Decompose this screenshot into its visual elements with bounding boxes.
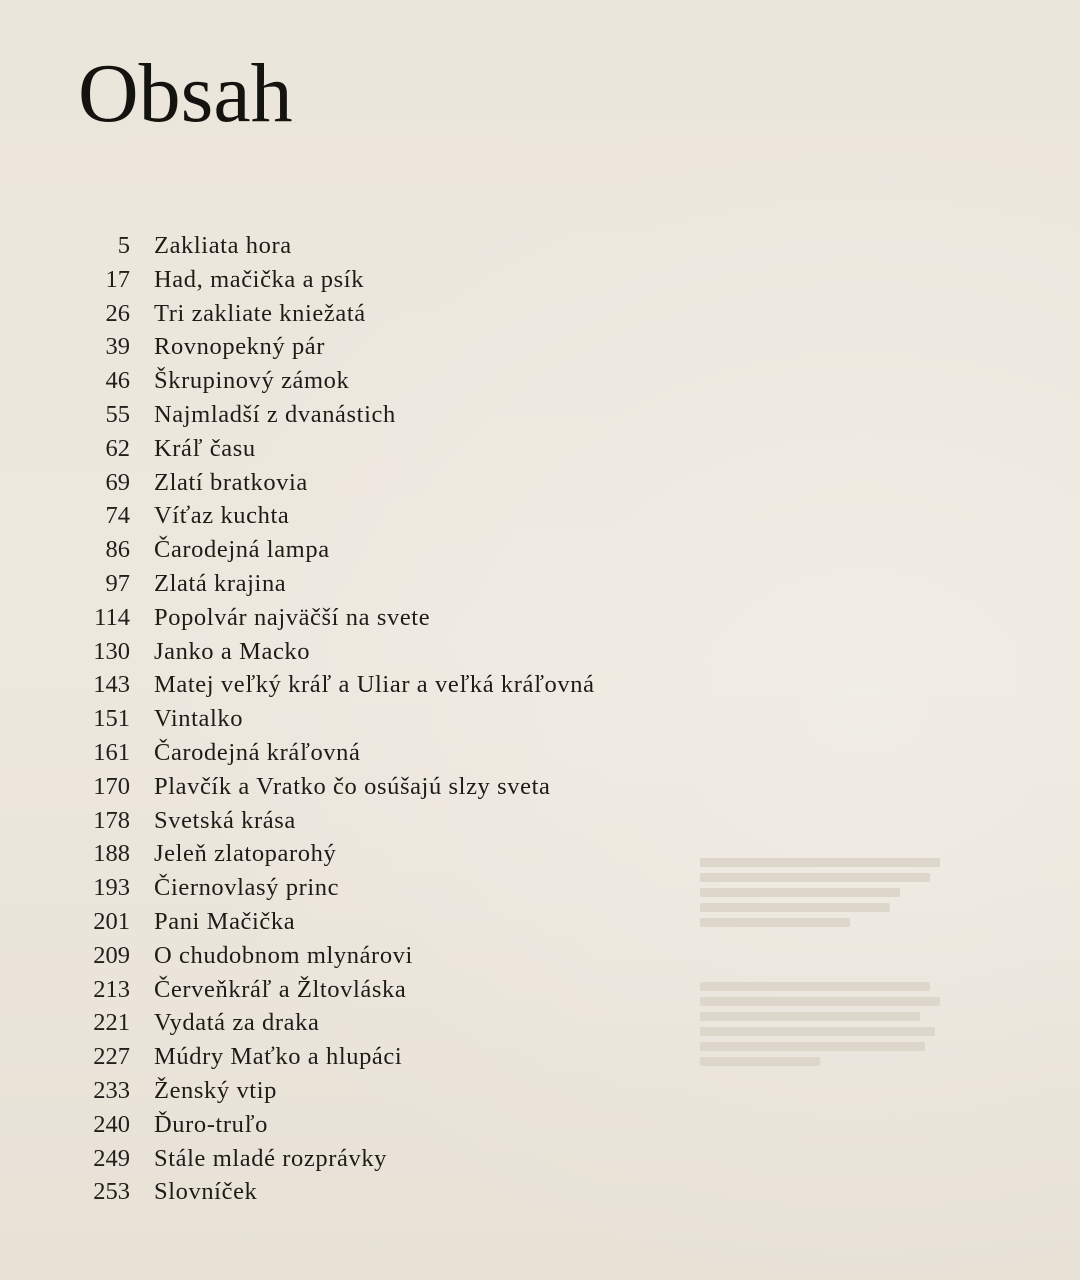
toc-entry-title: Múdry Maťko a hlupáci	[154, 1043, 403, 1071]
toc-entry	[0, 601, 720, 635]
toc-entry	[0, 364, 720, 398]
bleed-through-lines	[700, 858, 950, 1072]
toc-page-number: 193	[93, 874, 130, 902]
toc-entry	[0, 330, 720, 364]
bleed-line	[700, 1042, 925, 1051]
toc-entry	[0, 837, 720, 871]
toc-entry-title: Svetská krása	[154, 806, 296, 834]
toc-entry	[0, 973, 720, 1007]
toc-page-number: 97	[105, 569, 130, 597]
toc-entry	[0, 1142, 720, 1176]
toc-entry	[0, 635, 720, 669]
toc-entry-title: Matej veľký kráľ a Uliar a veľká kráľovná	[154, 671, 595, 699]
toc-entry	[0, 939, 720, 973]
page-title: Obsah	[78, 47, 293, 140]
toc-page-number: 249	[93, 1144, 130, 1172]
toc-entry	[0, 1074, 720, 1108]
table-of-contents	[0, 229, 720, 1209]
toc-entry-title: Čiernovlasý princ	[154, 874, 340, 902]
toc-page-number: 240	[93, 1110, 130, 1138]
toc-page-number: 221	[93, 1009, 130, 1037]
bleed-line	[700, 997, 940, 1006]
bleed-line	[700, 1012, 920, 1021]
bleed-line	[700, 888, 900, 897]
toc-entry-title: Rovnopekný pár	[154, 333, 326, 361]
toc-entry	[0, 263, 720, 297]
toc-entry	[0, 466, 720, 500]
toc-entry	[0, 398, 720, 432]
toc-entry-title: Červeňkráľ a Žltovláska	[154, 975, 407, 1003]
toc-page-number: 55	[105, 400, 130, 428]
toc-page-number: 114	[94, 603, 130, 631]
toc-entry	[0, 871, 720, 905]
toc-page-number: 17	[105, 265, 130, 293]
bleed-line	[700, 858, 940, 867]
toc-entry-title: Popolvár najväčší na svete	[154, 603, 431, 631]
toc-page-number: 5	[117, 232, 130, 259]
bleed-line	[700, 1027, 935, 1036]
toc-entry-title: Stále mladé rozprávky	[154, 1144, 388, 1172]
toc-entry	[0, 432, 720, 466]
toc-entry-title: Kráľ času	[154, 434, 256, 462]
bleed-line	[700, 903, 890, 912]
toc-page-number: 151	[93, 705, 130, 733]
toc-entry-title: Najmladší z dvanástich	[154, 400, 396, 428]
toc-entry-title: Ženský vtip	[154, 1076, 277, 1104]
toc-entry	[0, 1108, 720, 1142]
toc-entry-title: Vydatá za draka	[154, 1009, 320, 1037]
toc-page-number: 74	[105, 502, 130, 530]
toc-entry	[0, 736, 720, 770]
toc-entry-title: O chudobnom mlynárovi	[154, 941, 413, 969]
toc-page-number: 188	[93, 840, 130, 868]
toc-page-number: 86	[105, 536, 130, 564]
toc-page-number: 46	[105, 367, 130, 395]
toc-entry-title: Zakliata hora	[154, 232, 292, 259]
toc-entry-title: Had, mačička a psík	[154, 265, 365, 293]
toc-entry	[0, 567, 720, 601]
toc-entry	[0, 499, 720, 533]
toc-page-number: 227	[93, 1043, 130, 1071]
toc-entry-title: Zlatá krajina	[154, 569, 287, 597]
bleed-line	[700, 918, 850, 927]
toc-page-number: 201	[93, 907, 130, 935]
toc-entry-title: Janko a Macko	[154, 637, 311, 665]
toc-entry-title: Víťaz kuchta	[154, 502, 290, 530]
toc-entry-title: Tri zakliate kniežatá	[154, 299, 366, 327]
toc-entry	[0, 702, 720, 736]
toc-entry-title: Vintalko	[154, 705, 244, 733]
toc-entry-title: Škrupinový zámok	[154, 367, 350, 395]
toc-entry-title: Plavčík a Vratko čo osúšajú slzy sveta	[154, 772, 551, 800]
bleed-line	[700, 873, 930, 882]
toc-entry	[0, 1175, 720, 1209]
toc-entry-title: Čarodejná lampa	[154, 536, 330, 564]
toc-page-number: 253	[93, 1178, 130, 1206]
toc-entry-title: Ďuro-truľo	[154, 1110, 268, 1138]
toc-page-number: 62	[105, 434, 130, 462]
toc-entry	[0, 804, 720, 838]
toc-page-number: 143	[93, 671, 130, 699]
toc-page-number: 130	[93, 637, 130, 665]
toc-page-number: 213	[93, 975, 130, 1003]
toc-page-number: 178	[93, 806, 130, 834]
toc-entry	[0, 1006, 720, 1040]
toc-page-number: 39	[105, 333, 130, 361]
toc-entry-title: Čarodejná kráľovná	[154, 738, 361, 766]
toc-page-number: 209	[93, 941, 130, 969]
toc-entry-title: Zlatí bratkovia	[154, 468, 308, 496]
toc-entry	[0, 905, 720, 939]
toc-entry	[0, 668, 720, 702]
toc-entry	[0, 229, 720, 263]
toc-page-number: 69	[105, 468, 130, 496]
toc-entry-title: Slovníček	[154, 1178, 258, 1206]
bleed-line	[700, 982, 930, 991]
toc-page-number: 161	[93, 738, 130, 766]
toc-page-number: 26	[105, 299, 130, 327]
toc-entry-title: Pani Mačička	[154, 907, 296, 935]
toc-entry-title: Jeleň zlatoparohý	[154, 840, 337, 868]
toc-entry	[0, 1040, 720, 1074]
toc-entry	[0, 770, 720, 804]
toc-entry	[0, 533, 720, 567]
toc-page-number: 170	[93, 772, 130, 800]
toc-entry	[0, 297, 720, 331]
toc-page-number: 233	[93, 1076, 130, 1104]
